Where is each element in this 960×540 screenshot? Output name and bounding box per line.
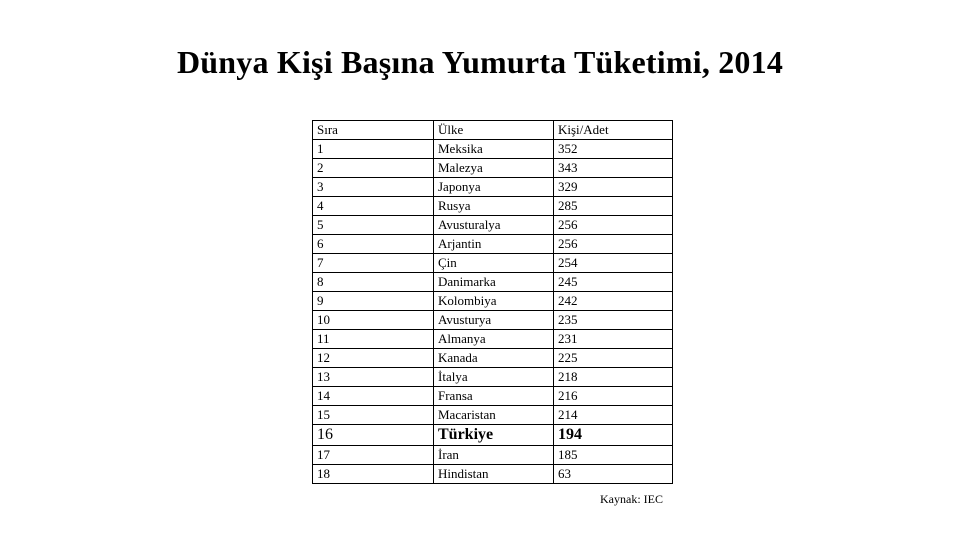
table-row xyxy=(313,349,673,368)
per-person-cell: 185 xyxy=(554,446,673,465)
rank-cell: 4 xyxy=(313,197,434,216)
table-row xyxy=(313,387,673,406)
rank-cell: 11 xyxy=(313,330,434,349)
rank-cell: 13 xyxy=(313,368,434,387)
table-row xyxy=(313,273,673,292)
per-person-cell: 216 xyxy=(554,387,673,406)
rank-cell: 7 xyxy=(313,254,434,273)
country-cell: Kolombiya xyxy=(434,292,554,311)
rank-cell: 17 xyxy=(313,446,434,465)
rank-cell: 16 xyxy=(313,425,434,446)
country-cell: Japonya xyxy=(434,178,554,197)
per-person-cell: 329 xyxy=(554,178,673,197)
per-person-cell: 194 xyxy=(554,425,673,446)
country-cell: Türkiye xyxy=(434,425,554,446)
country-cell: Rusya xyxy=(434,197,554,216)
per-person-cell: 235 xyxy=(554,311,673,330)
table-row xyxy=(313,140,673,159)
table-header-row xyxy=(313,121,673,140)
rank-cell: 15 xyxy=(313,406,434,425)
per-person-cell: 352 xyxy=(554,140,673,159)
rank-cell: 3 xyxy=(313,178,434,197)
country-cell: Fransa xyxy=(434,387,554,406)
country-cell: İran xyxy=(434,446,554,465)
country-cell: Hindistan xyxy=(434,465,554,484)
rank-cell: 12 xyxy=(313,349,434,368)
country-cell: Avusturya xyxy=(434,311,554,330)
country-cell: Malezya xyxy=(434,159,554,178)
header-per-person: Kişi/Adet xyxy=(554,121,673,140)
per-person-cell: 218 xyxy=(554,368,673,387)
country-cell: Macaristan xyxy=(434,406,554,425)
table-row xyxy=(313,311,673,330)
country-cell: Avusturalya xyxy=(434,216,554,235)
per-person-cell: 343 xyxy=(554,159,673,178)
table-row xyxy=(313,330,673,349)
table-row xyxy=(313,406,673,425)
country-cell: Çin xyxy=(434,254,554,273)
per-person-cell: 256 xyxy=(554,235,673,254)
rank-cell: 1 xyxy=(313,140,434,159)
country-cell: İtalya xyxy=(434,368,554,387)
country-cell: Almanya xyxy=(434,330,554,349)
table-row xyxy=(313,216,673,235)
per-person-cell: 231 xyxy=(554,330,673,349)
table-row xyxy=(313,465,673,484)
table-row xyxy=(313,178,673,197)
rank-cell: 9 xyxy=(313,292,434,311)
per-person-cell: 256 xyxy=(554,216,673,235)
per-person-cell: 225 xyxy=(554,349,673,368)
per-person-cell: 214 xyxy=(554,406,673,425)
table-row xyxy=(313,197,673,216)
country-cell: Kanada xyxy=(434,349,554,368)
egg-consumption-table xyxy=(312,120,673,484)
table-row xyxy=(313,254,673,273)
country-cell: Meksika xyxy=(434,140,554,159)
table-row xyxy=(313,368,673,387)
table-row xyxy=(313,446,673,465)
per-person-cell: 242 xyxy=(554,292,673,311)
per-person-cell: 254 xyxy=(554,254,673,273)
rank-cell: 6 xyxy=(313,235,434,254)
per-person-cell: 245 xyxy=(554,273,673,292)
slide-title: Dünya Kişi Başına Yumurta Tüketimi, 2014 xyxy=(176,44,784,80)
table-row xyxy=(313,159,673,178)
rank-cell: 10 xyxy=(313,311,434,330)
table-row xyxy=(313,292,673,311)
table-row-highlight xyxy=(313,425,673,446)
rank-cell: 8 xyxy=(313,273,434,292)
rank-cell: 2 xyxy=(313,159,434,178)
rank-cell: 18 xyxy=(313,465,434,484)
rank-cell: 5 xyxy=(313,216,434,235)
country-cell: Arjantin xyxy=(434,235,554,254)
table-body xyxy=(313,121,673,484)
per-person-cell: 63 xyxy=(554,465,673,484)
country-cell: Danimarka xyxy=(434,273,554,292)
source-note: Kaynak: IEC xyxy=(600,492,663,506)
per-person-cell: 285 xyxy=(554,197,673,216)
table-row xyxy=(313,235,673,254)
header-country: Ülke xyxy=(434,121,554,140)
header-rank: Sıra xyxy=(313,121,434,140)
rank-cell: 14 xyxy=(313,387,434,406)
